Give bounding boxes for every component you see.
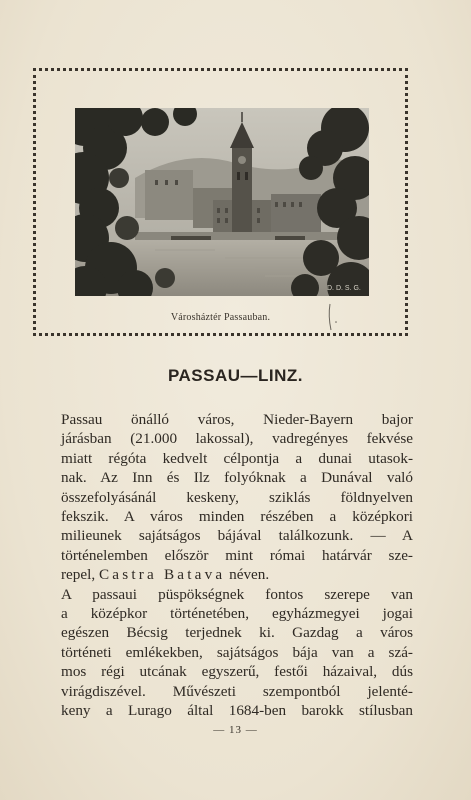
page-number: — 13 — bbox=[213, 724, 258, 736]
text-line: virágdiszével. Művészeti szempontból jelenté- bbox=[61, 682, 413, 700]
town-hall-square-photo bbox=[75, 108, 369, 296]
text-line: nak. Az Inn és Ilz folyóknak a Dunával való bbox=[61, 469, 413, 487]
article-title: PASSAU—LINZ. bbox=[167, 366, 304, 385]
text-line: miatt régóta kedvelt célpontja a dunai utasok- bbox=[61, 449, 413, 467]
text-line: történelemben először mint római határvár sze- bbox=[61, 546, 413, 564]
text-line: történeti emlékekben, sajátságos bája van a szá- bbox=[61, 643, 413, 661]
text-line: milieunek sajátságos bájával találkozunk. — A bbox=[61, 527, 413, 545]
text-line: Passau önálló város, Nieder-Bayern bajor bbox=[61, 411, 413, 428]
text-fragment: néven. bbox=[225, 566, 270, 584]
paragraph-2 bbox=[61, 585, 413, 721]
text-line: járásban (21.000 lakossal), vadregényes fekvése bbox=[61, 430, 413, 448]
text-line: mos régi utcának egyszerű, festői házaival, dús bbox=[61, 663, 413, 681]
photo-stamp: D. D. S. G. bbox=[327, 285, 361, 292]
photo-caption: Városháztér Passauban. bbox=[170, 312, 271, 323]
text-fragment: repel, bbox=[61, 566, 99, 584]
pencil-mark bbox=[322, 296, 362, 336]
text-line: egészen Bécsig terjednek ki. Gazdag a város bbox=[61, 624, 413, 642]
text-line: A passaui püspökségnek fontos szerepe van bbox=[61, 585, 413, 603]
paragraph-1 bbox=[61, 410, 413, 585]
text-line: keny a Lurago által 1684-ben barokk stílusban bbox=[61, 702, 413, 720]
text-line: fekszik. A város minden részében a középkori bbox=[61, 508, 413, 526]
emphasized-place-name: Castra Batava bbox=[98, 566, 226, 584]
text-line: a középkor történetében, egyházmegyei jogai bbox=[61, 605, 413, 623]
text-line: összefolyásánál keskeny, sziklás földnyelven bbox=[61, 488, 413, 506]
article-body bbox=[61, 410, 413, 721]
text-line-last bbox=[61, 565, 413, 584]
